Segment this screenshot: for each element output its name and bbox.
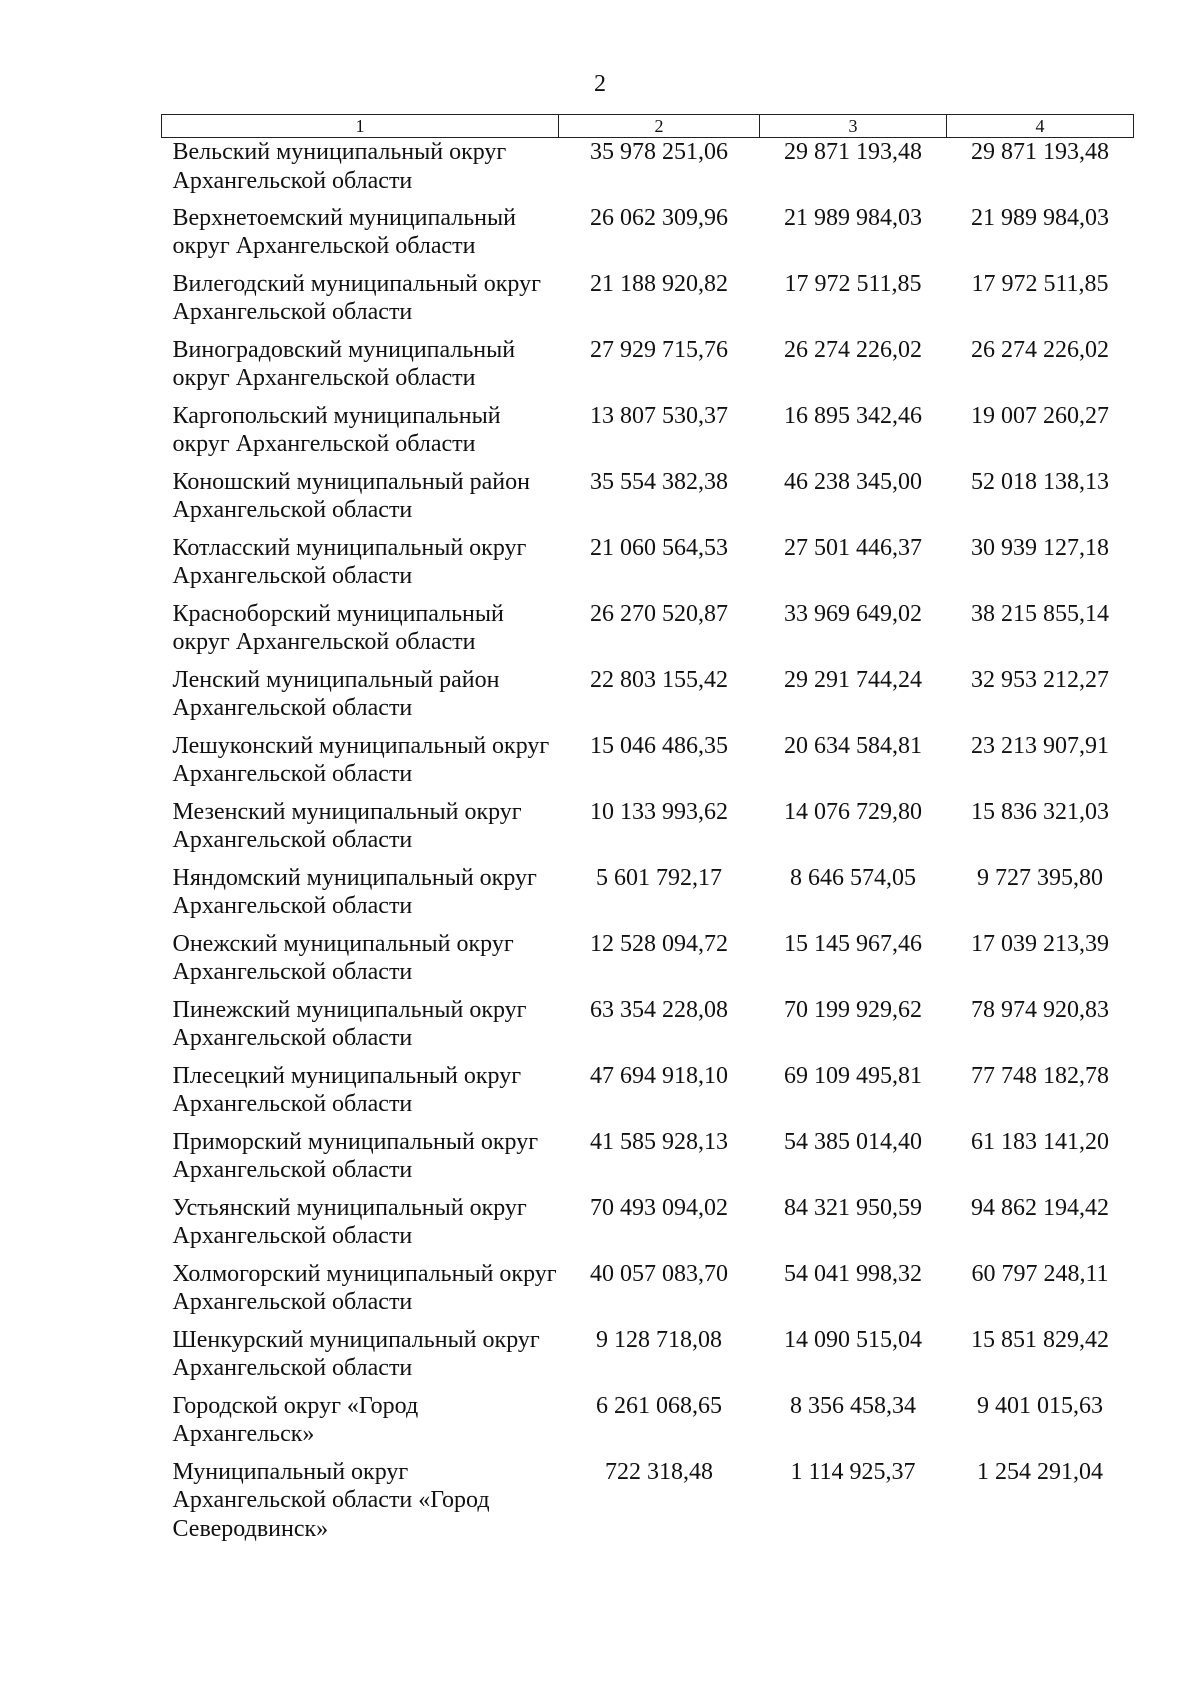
column-number-2: 2 <box>559 115 760 138</box>
column-4-value-cell: 21 989 984,03 <box>971 204 1109 231</box>
column-3-value-cell: 54 385 014,40 <box>784 1128 922 1155</box>
table-row <box>162 732 1134 798</box>
table-row <box>162 336 1134 402</box>
column-3-value-cell: 20 634 584,81 <box>784 732 922 759</box>
column-3-value-cell: 70 199 929,62 <box>784 996 922 1023</box>
column-3-value-cell: 46 238 345,00 <box>784 468 922 495</box>
municipality-name-cell: Холмогорский муниципальный округ Архангельской области <box>172 1260 557 1315</box>
municipality-name-cell: Верхнетоемский муниципальный округ Архангельской области <box>172 204 516 259</box>
table-row <box>162 402 1134 468</box>
column-4-value-cell: 23 213 907,91 <box>971 732 1109 759</box>
column-3-value-cell: 54 041 998,32 <box>784 1260 922 1287</box>
municipality-name-cell: Няндомский муниципальный округ Архангельской области <box>172 864 537 919</box>
table-row <box>162 1062 1134 1128</box>
column-2-value-cell: 41 585 928,13 <box>590 1128 728 1155</box>
column-2-value-cell: 21 060 564,53 <box>590 534 728 561</box>
column-2-value-cell: 26 270 520,87 <box>590 600 728 627</box>
column-2-value-cell: 13 807 530,37 <box>590 402 728 429</box>
table-body <box>162 138 1134 1552</box>
column-3-value-cell: 27 501 446,37 <box>784 534 922 561</box>
table-row <box>162 138 1134 204</box>
municipality-name-cell: Красноборский муниципальный округ Архангельской области <box>172 600 504 655</box>
table-row <box>162 204 1134 270</box>
column-4-value-cell: 52 018 138,13 <box>971 468 1109 495</box>
column-3-value-cell: 14 090 515,04 <box>784 1326 922 1353</box>
column-2-value-cell: 40 057 083,70 <box>590 1260 728 1287</box>
table-row <box>162 996 1134 1062</box>
table-row <box>162 270 1134 336</box>
column-2-value-cell: 27 929 715,76 <box>590 336 728 363</box>
column-number-3: 3 <box>760 115 947 138</box>
column-2-value-cell: 47 694 918,10 <box>590 1062 728 1089</box>
column-2-value-cell: 10 133 993,62 <box>590 798 728 825</box>
column-3-value-cell: 17 972 511,85 <box>784 270 922 297</box>
column-4-value-cell: 77 748 182,78 <box>971 1062 1109 1089</box>
column-2-value-cell: 63 354 228,08 <box>590 996 728 1023</box>
column-3-value-cell: 33 969 649,02 <box>784 600 922 627</box>
municipality-name-cell: Вилегодский муниципальный округ Архангельской области <box>172 270 541 325</box>
municipality-name-cell: Городской округ «Город Архангельск» <box>172 1392 419 1447</box>
column-3-value-cell: 8 356 458,34 <box>790 1392 916 1419</box>
column-2-value-cell: 15 046 486,35 <box>590 732 728 759</box>
column-number-row <box>162 115 1134 138</box>
allocation-table-container <box>161 114 1133 1552</box>
municipality-name-cell: Каргопольский муниципальный округ Архангельской области <box>172 402 501 457</box>
column-3-value-cell: 69 109 495,81 <box>784 1062 922 1089</box>
column-4-value-cell: 1 254 291,04 <box>977 1458 1103 1485</box>
table-row <box>162 1326 1134 1392</box>
municipality-name-cell: Пинежский муниципальный округ Архангельской области <box>172 996 527 1051</box>
municipality-name-cell: Вельский муниципальный округ Архангельской области <box>172 139 507 194</box>
column-4-value-cell: 38 215 855,14 <box>971 600 1109 627</box>
page-number: 2 <box>594 71 606 97</box>
column-2-value-cell: 9 128 718,08 <box>596 1326 722 1353</box>
table-row <box>162 798 1134 864</box>
municipality-name-cell: Виноградовский муниципальный округ Архангельской области <box>172 336 516 391</box>
column-3-value-cell: 16 895 342,46 <box>784 402 922 429</box>
column-number-1: 1 <box>162 115 559 138</box>
column-2-value-cell: 6 261 068,65 <box>596 1392 722 1419</box>
table-row <box>162 666 1134 732</box>
municipality-name-cell: Плесецкий муниципальный округ Архангельской области <box>172 1062 522 1117</box>
column-2-value-cell: 22 803 155,42 <box>590 666 728 693</box>
column-4-value-cell: 30 939 127,18 <box>971 534 1109 561</box>
column-4-value-cell: 29 871 193,48 <box>971 139 1109 165</box>
column-2-value-cell: 12 528 094,72 <box>590 930 728 957</box>
table-row <box>162 534 1134 600</box>
column-2-value-cell: 70 493 094,02 <box>590 1194 728 1221</box>
column-4-value-cell: 94 862 194,42 <box>971 1194 1109 1221</box>
column-3-value-cell: 84 321 950,59 <box>784 1194 922 1221</box>
column-4-value-cell: 78 974 920,83 <box>971 996 1109 1023</box>
column-4-value-cell: 32 953 212,27 <box>971 666 1109 693</box>
column-4-value-cell: 19 007 260,27 <box>971 402 1109 429</box>
table-row <box>162 930 1134 996</box>
column-3-value-cell: 15 145 967,46 <box>784 930 922 957</box>
table-row <box>162 1458 1134 1552</box>
table-row <box>162 1194 1134 1260</box>
column-2-value-cell: 26 062 309,96 <box>590 204 728 231</box>
column-3-value-cell: 8 646 574,05 <box>790 864 916 891</box>
municipality-name-cell: Шенкурский муниципальный округ Архангельской области <box>172 1326 540 1381</box>
municipality-name-cell: Устьянский муниципальный округ Архангельской области <box>172 1194 527 1249</box>
table-row <box>162 864 1134 930</box>
municipality-name-cell: Коношский муниципальный район Архангельской области <box>172 468 530 523</box>
column-4-value-cell: 9 401 015,63 <box>977 1392 1103 1419</box>
column-3-value-cell: 26 274 226,02 <box>784 336 922 363</box>
table-row <box>162 468 1134 534</box>
municipality-name-cell: Котласский муниципальный округ Архангельской области <box>172 534 527 589</box>
column-3-value-cell: 14 076 729,80 <box>784 798 922 825</box>
table-row <box>162 600 1134 666</box>
municipality-name-cell: Мезенский муниципальный округ Архангельской области <box>172 798 522 853</box>
column-4-value-cell: 26 274 226,02 <box>971 336 1109 363</box>
column-4-value-cell: 15 851 829,42 <box>971 1326 1109 1353</box>
column-4-value-cell: 17 972 511,85 <box>971 270 1109 297</box>
table-row <box>162 1392 1134 1458</box>
column-3-value-cell: 1 114 925,37 <box>790 1458 916 1485</box>
column-4-value-cell: 9 727 395,80 <box>977 864 1103 891</box>
column-3-value-cell: 29 871 193,48 <box>784 139 922 165</box>
municipality-name-cell: Онежский муниципальный округ Архангельской области <box>172 930 514 985</box>
column-4-value-cell: 60 797 248,11 <box>971 1260 1109 1287</box>
municipality-name-cell: Ленский муниципальный район Архангельской области <box>172 666 500 721</box>
municipality-name-cell: Лешуконский муниципальный округ Архангельской области <box>172 732 550 787</box>
municipality-name-cell: Муниципальный округ Архангельской области «Город Северодвинск» <box>172 1458 490 1542</box>
column-3-value-cell: 21 989 984,03 <box>784 204 922 231</box>
column-2-value-cell: 722 318,48 <box>605 1458 713 1485</box>
column-2-value-cell: 21 188 920,82 <box>590 270 728 297</box>
column-4-value-cell: 61 183 141,20 <box>971 1128 1109 1155</box>
column-2-value-cell: 35 978 251,06 <box>590 139 728 165</box>
table-row <box>162 1260 1134 1326</box>
allocation-table <box>161 114 1134 1552</box>
column-4-value-cell: 15 836 321,03 <box>971 798 1109 825</box>
column-2-value-cell: 5 601 792,17 <box>596 864 722 891</box>
column-2-value-cell: 35 554 382,38 <box>590 468 728 495</box>
column-4-value-cell: 17 039 213,39 <box>971 930 1109 957</box>
table-row <box>162 1128 1134 1194</box>
column-3-value-cell: 29 291 744,24 <box>784 666 922 693</box>
column-number-4: 4 <box>947 115 1134 138</box>
municipality-name-cell: Приморский муниципальный округ Архангельской области <box>172 1128 539 1183</box>
